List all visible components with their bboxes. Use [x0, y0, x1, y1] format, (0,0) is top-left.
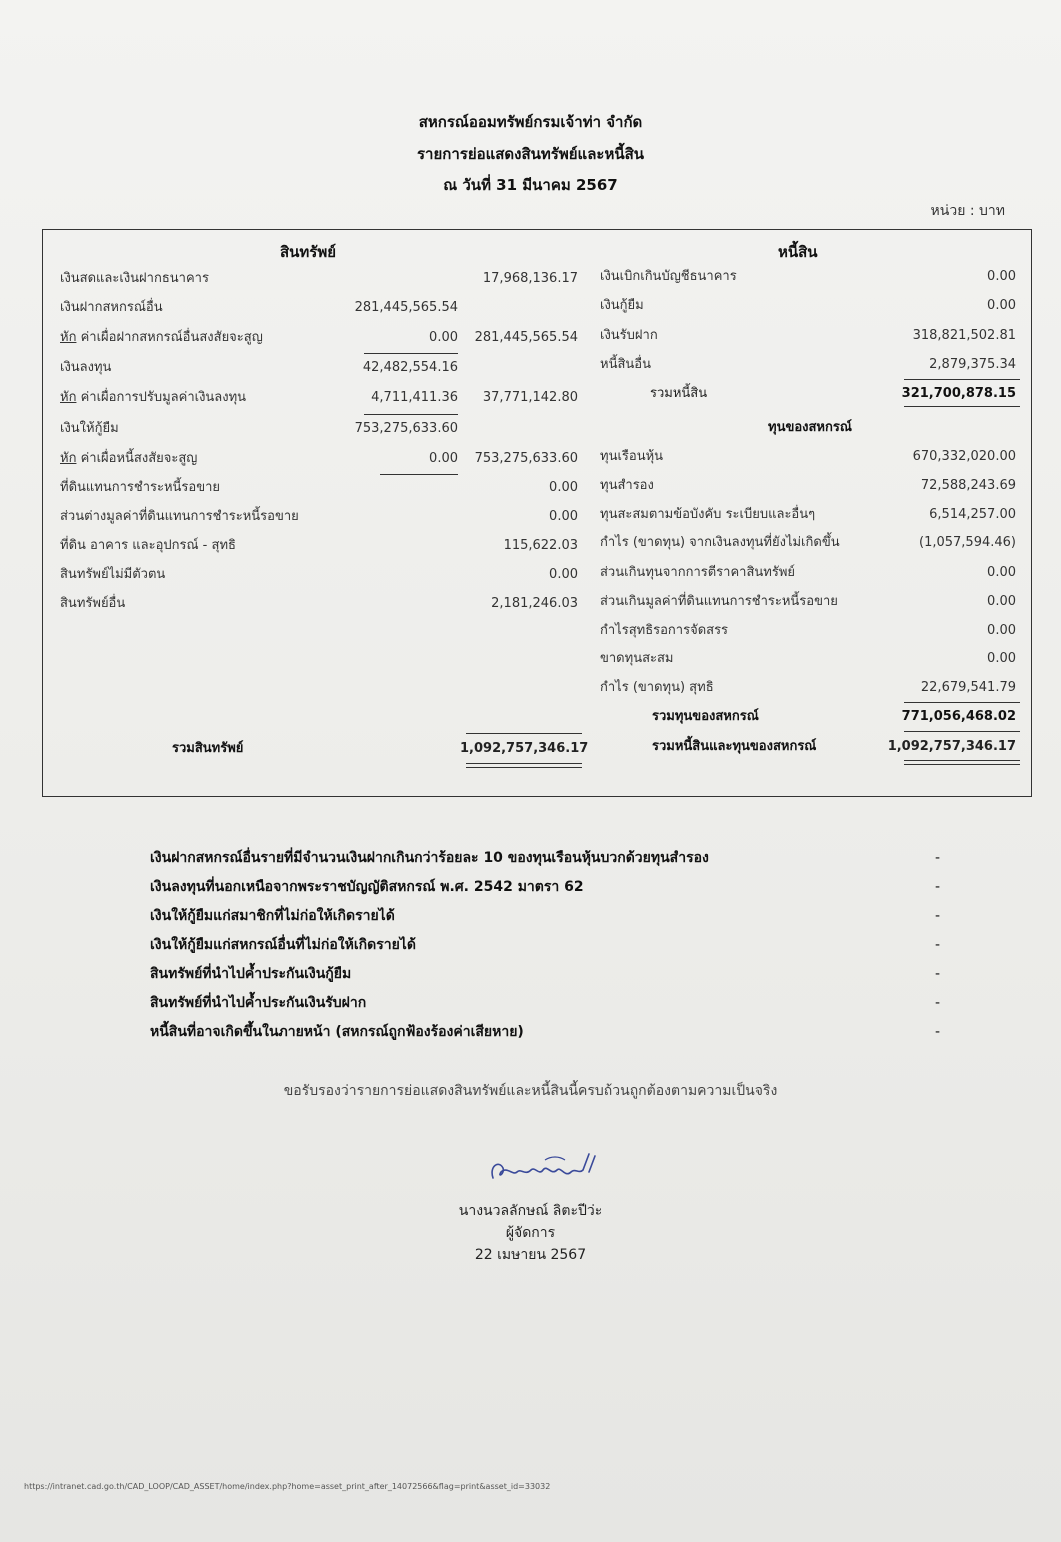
grand-total-double-rule: [904, 760, 1020, 765]
document-page: สหกรณ์ออมทรัพย์กรมเจ้าท่า จำกัด รายการย่อแสดงสินทรัพย์และหนี้สิน ณ วันที่ 31 มีนาคม 2567 หน่วย : บาท สินทรัพย์ หนี้สิน เงินสดและเงินฝากธนาคาร 17,968,136.17 เงินฝากสหกรณ์อื่น 281,445,565.54 หัก ค่าเผื่อฝากสหกรณ์อื่นสงสัยจะสูญ 0.00 281,445,565.54 เงินลงทุน 42,482,554.16 หัก ค่าเผื่อการปรับมูลค่าเงินลงทุน 4,711,411.36 37,771,142.80 เงินให้กู้ยืม 753,275,633.60 หัก ค่าเผื่อหนี้สงสัยจะสูญ 0.00 753,275,633.60 ที่ดินแทนการชำระหนี้รอขาย 0.00 ส่วนต่างมูลค่าที่ดินแทนการชำระหนี้รอขาย 0.00 ที่ดิน อาคาร และอุปกรณ์ - สุทธิ 115,622.03 สินทรัพย์ไม่มีตัวตน 0.00 สินทรัพย์อื่น 2,181,246.03 รวมสินทรัพย์ 1,092,757,346.17 เงินเบิกเกินบัญชีธนาคาร 0.00 เงินกู้ยืม 0.00 เงินรับฝาก 318,821,502.81 หนี้สินอื่น 2,879,375.34 รวมหนี้สิน 321,700,878.15 ทุนของสหกรณ์ ทุนเรือนหุ้น 670,332,020.00 ทุนสำรอง 72,588,243.69 ทุนสะสมตามข้อบังคับ ระเบียบและอื่นๆ 6,514,257.00 กำไร (ขาดทุน) จากเงินลงทุนที่ยังไม่เกิดขึ้น (1,057,594.46) ส่วนเกินทุนจากการตีราคาสินทรัพย์ 0.00 ส่วนเกินมูลค่าที่ดินแทนการชำระหนี้รอขาย 0.00 กำไรสุทธิรอการจัดสรร 0.00 ขาดทุนสะสม 0.00 กำไร (ขาดทุน) สุทธิ 22,679,541.79 รวมทุนของสหกรณ์ 771,056,468.02 รวมหนี้สินและทุนของสหกรณ์ 1,092,757,346.17 เงินฝากสหกรณ์อื่นรายที่มีจำนวนเงินฝากเกินกว่าร้อยละ 10 ของทุนเรือนหุ้นบวกด้วยทุนสำรอง - เงินลงทุนที่นอกเหนือจากพระราชบัญญัติสหกรณ์ พ.ศ. 2542 มาตรา 62 - เงินให้กู้ยืมแก่สมาชิกที่ไม่ก่อให้เกิดรายได้ - เงินให้กู้ยืมแก่สหกรณ์อื่นที่ไม่ก่อให้เกิดรายได้ - สินทรัพย์ที่นำไปค้ำประกันเงินกู้ยืม - สินทรัพย์ที่นำไปค้ำประกันเงินรับฝาก - หนี้สินที่อาจเกิดขึ้นในภายหน้า (สหกรณ์ถูกฟ้องร้องค่าเสียหาย) - ขอรับรองว่ารายการย่อแสดงสินทรัพย์และหนี้สินนี้ครบถ้วนถูกต้องตามความเป็นจริง นางนวลลักษณ์ ลิตะปีว่ะ ผู้จัดการ 22 เมษายน 2567 https://intranet.cad.go.th/CAD_LOOP/CAD_ASSET/home/index.php?home=asset_print_after_14072566&flag=print&asset_id=33032: [0, 0, 1061, 1542]
signature-date: 22 เมษายน 2567: [474, 1247, 587, 1263]
subtotal-rule: [380, 474, 458, 475]
total-rule: [904, 406, 1020, 407]
unit-label: หน่วย : บาท: [930, 203, 1005, 219]
note-item: เงินฝากสหกรณ์อื่นรายที่มีจำนวนเงินฝากเกินกว่าร้อยละ 10 ของทุนเรือนหุ้นบวกด้วยทุนสำรอง -: [150, 850, 940, 866]
total-rule: [904, 731, 1020, 732]
note-item: สินทรัพย์ที่นำไปค้ำประกันเงินกู้ยืม -: [150, 966, 940, 982]
note-item: สินทรัพย์ที่นำไปค้ำประกันเงินรับฝาก -: [150, 995, 940, 1011]
subtotal-rule: [364, 353, 458, 354]
total-rule: [466, 733, 582, 734]
print-url-footer: https://intranet.cad.go.th/CAD_LOOP/CAD_ASSET/home/index.php?home=asset_print_after_14072566&flag=print&asset_id=33032: [24, 1482, 551, 1491]
certification-statement: ขอรับรองว่ารายการย่อแสดงสินทรัพย์และหนี้สินนี้ครบถ้วนถูกต้องตามความเป็นจริง: [283, 1083, 778, 1099]
note-item: เงินลงทุนที่นอกเหนือจากพระราชบัญญัติสหกรณ์ พ.ศ. 2542 มาตรา 62 -: [150, 879, 940, 895]
subtotal-rule: [364, 414, 458, 415]
organization-name: สหกรณ์ออมทรัพย์กรมเจ้าท่า จำกัด: [418, 113, 643, 131]
note-item: เงินให้กู้ยืมแก่สมาชิกที่ไม่ก่อให้เกิดรายได้ -: [150, 908, 940, 924]
note-item: เงินให้กู้ยืมแก่สหกรณ์อื่นที่ไม่ก่อให้เกิดรายได้ -: [150, 937, 940, 953]
assets-heading: สินทรัพย์: [280, 243, 337, 261]
grand-total-double-rule: [466, 763, 582, 768]
liabilities-heading: หนี้สิน: [778, 243, 818, 261]
equity-heading: ทุนของสหกรณ์: [768, 420, 852, 435]
signature-image: [485, 1148, 605, 1188]
note-item: หนี้สินที่อาจเกิดขึ้นในภายหน้า (สหกรณ์ถูกฟ้องร้องค่าเสียหาย) -: [150, 1024, 940, 1040]
subtotal-rule: [904, 379, 1020, 380]
subtotal-rule: [904, 702, 1020, 703]
signer-name: นางนวลลักษณ์ ลิตะปีว่ะ: [458, 1203, 603, 1219]
report-date: ณ วันที่ 31 มีนาคม 2567: [443, 176, 618, 194]
report-title: รายการย่อแสดงสินทรัพย์และหนี้สิน: [416, 145, 644, 163]
signer-position: ผู้จัดการ: [505, 1225, 556, 1241]
